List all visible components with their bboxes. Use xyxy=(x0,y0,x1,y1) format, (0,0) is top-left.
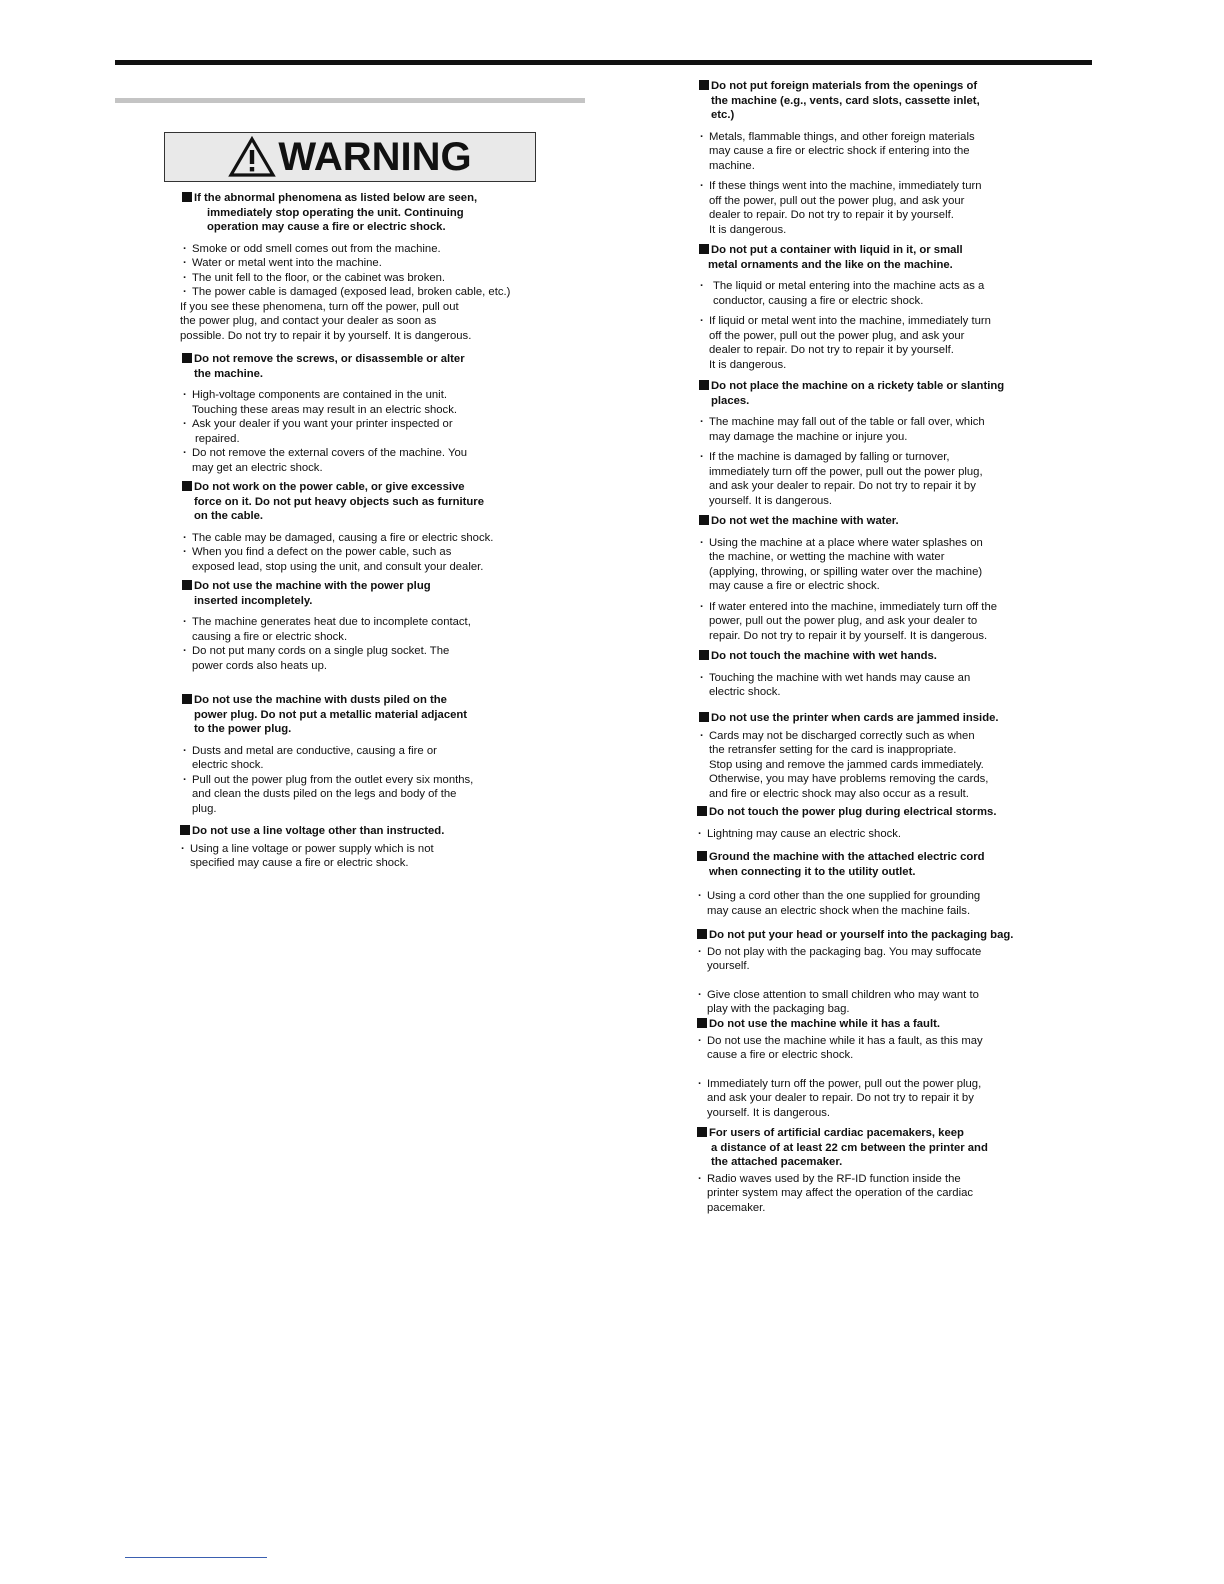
warning-section xyxy=(182,480,493,574)
section-heading: Do not wet the machine with water. xyxy=(699,514,997,529)
list-item: · Using a line voltage or power supply which is not specified may cause a fire or electric shock. xyxy=(180,842,444,871)
list-item: · Touching the machine with wet hands may cause an electric shock. xyxy=(699,671,970,700)
list-item: · Do not remove the external covers of the machine. You may get an electric shock. xyxy=(182,446,467,475)
section-items xyxy=(182,242,510,300)
section-heading: Do not use the machine with the power plug inserted incompletely. xyxy=(182,579,471,608)
section-heading: Do not use the machine while it has a fault. xyxy=(697,1017,983,1032)
list-item: · If water entered into the machine, immediately turn off the power, pull out the power plug, and ask your dealer to repair. Do not try to repair it by yourself. It is dangerous. xyxy=(699,600,997,644)
warning-section xyxy=(182,191,510,343)
warning-section xyxy=(699,379,1004,508)
list-item: · Metals, flammable things, and other foreign materials may cause a fire or electric shock if entering into the machine. xyxy=(699,130,982,174)
warning-title: WARNING xyxy=(278,135,472,179)
warning-section xyxy=(697,1126,988,1215)
section-items xyxy=(182,531,493,575)
list-item: · The machine may fall out of the table or fall over, which may damage the machine or injure you. xyxy=(699,415,1004,444)
list-item: · Give close attention to small children who may want to play with the packaging bag. xyxy=(697,988,1013,1017)
list-item: · Do not put many cords on a single plug socket. The power cords also heats up. xyxy=(182,644,471,673)
section-note: If you see these phenomena, turn off the power, pull out the power plug, and contact your dealer as soon as possible. Do not try to repair it by yourself. It is dangerous. xyxy=(180,300,472,342)
section-items xyxy=(180,842,444,871)
section-heading: Do not use the machine with dusts piled on the power plug. Do not put a metallic material adjacent to the power plug. xyxy=(182,693,473,737)
list-item: · Ask your dealer if you want your printer inspected or repaired. xyxy=(182,417,467,446)
section-items xyxy=(697,945,1013,1017)
section-heading: Do not put your head or yourself into the packaging bag. xyxy=(697,928,1013,943)
list-item: · Cards may not be discharged correctly such as when the retransfer setting for the card is inappropriate. Stop using and remove the jammed cards immediately. Otherwise, you may have problems removing the cards, and fire or electric shock may also occur as a result. xyxy=(699,729,999,802)
warning-section xyxy=(699,649,970,700)
section-items xyxy=(699,536,997,644)
section-heading: Do not put foreign materials from the openings of the machine (e.g., vents, card slots, cassette inlet, etc.) xyxy=(699,79,982,123)
warning-section xyxy=(697,1017,983,1120)
list-item: · Radio waves used by the RF-ID function inside the printer system may affect the operation of the cardiac pacemaker. xyxy=(697,1172,988,1216)
warning-triangle-icon xyxy=(228,136,276,178)
section-items xyxy=(699,729,999,802)
list-item: · Smoke or odd smell comes out from the machine. xyxy=(182,242,510,257)
section-heading: Ground the machine with the attached electric cord when connecting it to the utility outlet. xyxy=(697,850,985,879)
list-item: · The cable may be damaged, causing a fire or electric shock. xyxy=(182,531,493,546)
warning-section xyxy=(699,711,999,801)
section-items xyxy=(697,889,985,918)
list-item: · Do not use the machine while it has a fault, as this may cause a fire or electric shock. xyxy=(697,1034,983,1063)
list-item: · Dusts and metal are conductive, causing a fire or electric shock. xyxy=(182,744,473,773)
section-heading: Do not remove the screws, or disassemble or alter the machine. xyxy=(182,352,467,381)
section-heading: Do not put a container with liquid in it, or small metal ornaments and the like on the machine. xyxy=(699,243,991,272)
section-items xyxy=(697,827,996,842)
warning-section xyxy=(699,79,982,237)
footer-link-underline xyxy=(125,1557,267,1558)
section-items xyxy=(699,415,1004,508)
warning-section xyxy=(697,928,1013,1017)
warning-banner xyxy=(164,132,536,182)
section-heading: Do not place the machine on a rickety table or slanting places. xyxy=(699,379,1004,408)
warning-section xyxy=(182,579,471,673)
warning-section xyxy=(697,805,996,841)
list-item: · If these things went into the machine, immediately turn off the power, pull out the power plug, and ask your dealer to repair. Do not try to repair it by yourself. It is dangerous. xyxy=(699,179,982,237)
section-items xyxy=(699,130,982,238)
list-item: · Lightning may cause an electric shock. xyxy=(697,827,996,842)
section-rule xyxy=(115,98,585,103)
section-items xyxy=(699,279,991,372)
list-item: · High-voltage components are contained in the unit. Touching these areas may result in an electric shock. xyxy=(182,388,467,417)
list-item: · The power cable is damaged (exposed lead, broken cable, etc.) xyxy=(182,285,510,300)
section-items xyxy=(182,744,473,817)
warning-section xyxy=(697,850,985,918)
list-item: · When you find a defect on the power cable, such as exposed lead, stop using the unit, and consult your dealer. xyxy=(182,545,493,574)
section-items xyxy=(697,1034,983,1121)
section-items xyxy=(697,1172,988,1216)
warning-section xyxy=(699,243,991,372)
list-item: · Using the machine at a place where water splashes on the machine, or wetting the machine with water (applying, throwing, or spilling water over the machine) may cause a fire or electric shock. xyxy=(699,536,997,594)
section-heading: Do not touch the power plug during electrical storms. xyxy=(697,805,996,820)
list-item: · If the machine is damaged by falling or turnover, immediately turn off the power, pull out the power plug, and ask your dealer to repair. Do not try to repair it by yourself. It is dangerous. xyxy=(699,450,1004,508)
list-item: · Pull out the power plug from the outlet every six months, and clean the dusts piled on the legs and body of the plug. xyxy=(182,773,473,817)
warning-section xyxy=(180,824,444,871)
section-heading: Do not use the printer when cards are jammed inside. xyxy=(699,711,999,726)
warning-section xyxy=(182,693,473,816)
section-items xyxy=(182,388,467,475)
list-item: · Do not play with the packaging bag. You may suffocate yourself. xyxy=(697,945,1013,974)
section-items xyxy=(182,615,471,673)
list-item: · Using a cord other than the one supplied for grounding may cause an electric shock when the machine fails. xyxy=(697,889,985,918)
warning-section xyxy=(182,352,467,475)
list-item: · The liquid or metal entering into the machine acts as a conductor, causing a fire or electric shock. xyxy=(699,279,991,308)
list-item: · Immediately turn off the power, pull out the power plug, and ask your dealer to repair. Do not try to repair it by yourself. It is dangerous. xyxy=(697,1077,983,1121)
top-rule xyxy=(115,60,1092,65)
list-item: · If liquid or metal went into the machine, immediately turn off the power, pull out the power plug, and ask your dealer to repair. Do not try to repair it by yourself. It is dangerous. xyxy=(699,314,991,372)
section-heading: Do not use a line voltage other than instructed. xyxy=(180,824,444,839)
section-heading: For users of artificial cardiac pacemakers, keep a distance of at least 22 cm between the printer and the attached pacemaker. xyxy=(697,1126,988,1170)
list-item: · The machine generates heat due to incomplete contact, causing a fire or electric shock. xyxy=(182,615,471,644)
section-heading: If the abnormal phenomena as listed below are seen, immediately stop operating the unit. Continuing operation may cause a fire or electric shock. xyxy=(182,191,510,235)
warning-section xyxy=(699,514,997,643)
list-item: · The unit fell to the floor, or the cabinet was broken. xyxy=(182,271,510,286)
section-items xyxy=(699,671,970,700)
list-item: · Water or metal went into the machine. xyxy=(182,256,510,271)
section-heading: Do not work on the power cable, or give excessive force on it. Do not put heavy objects such as furniture on the cable. xyxy=(182,480,493,524)
section-heading: Do not touch the machine with wet hands. xyxy=(699,649,970,664)
